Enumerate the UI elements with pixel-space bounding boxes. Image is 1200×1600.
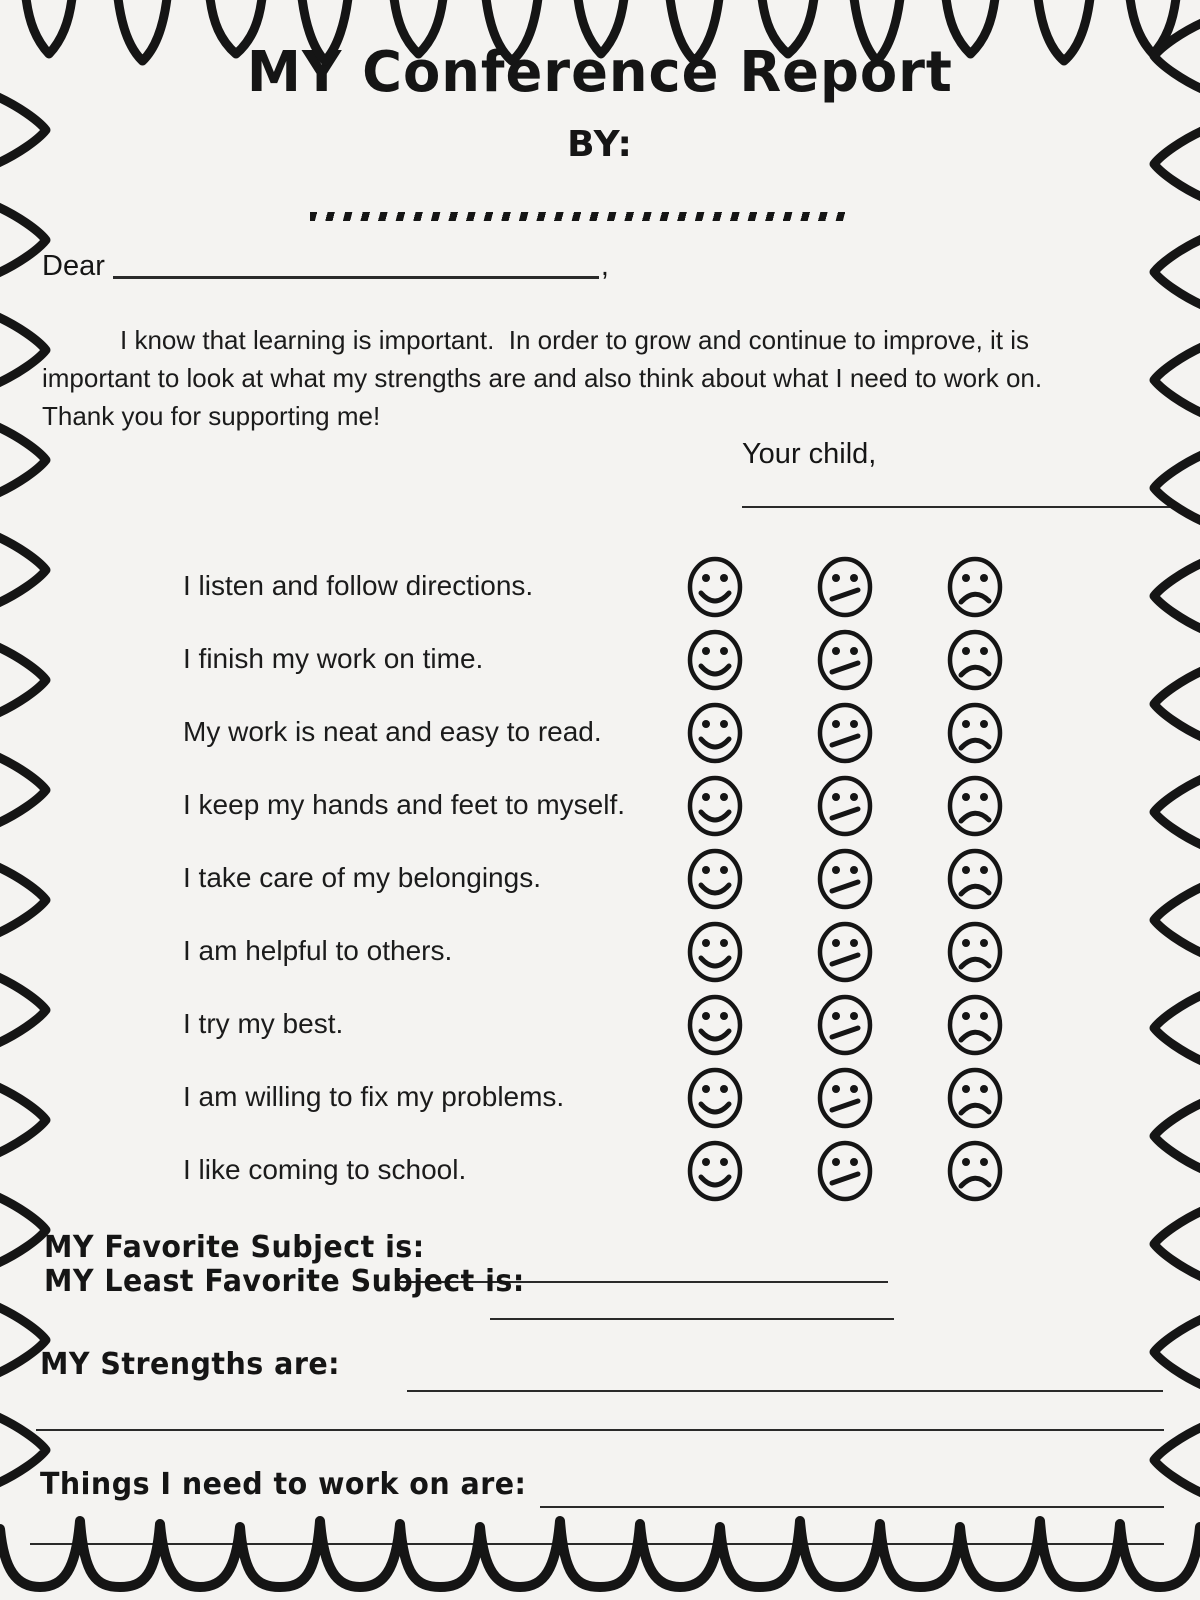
dear-comma: ,	[600, 250, 609, 282]
sad-face-icon[interactable]	[910, 1065, 1040, 1129]
rating-statement: My work is neat and easy to read.	[183, 715, 602, 747]
intro-paragraph	[42, 321, 1162, 435]
least-favorite-subject-label: MY Least Favorite Subject is:	[44, 1264, 525, 1299]
rating-row	[0, 622, 1200, 695]
sad-face-icon[interactable]	[910, 1138, 1040, 1202]
sad-face-icon[interactable]	[910, 700, 1040, 764]
strengths-label: MY Strengths are:	[40, 1347, 341, 1382]
happy-face-icon[interactable]	[650, 1138, 780, 1202]
neutral-face-icon[interactable]	[780, 554, 910, 618]
sad-face-icon[interactable]	[910, 627, 1040, 691]
strengths-field[interactable]	[407, 1390, 1163, 1392]
by-label: BY:	[567, 124, 633, 165]
neutral-face-icon[interactable]	[780, 992, 910, 1056]
sad-face-icon[interactable]	[910, 554, 1040, 618]
happy-face-icon[interactable]	[650, 1065, 780, 1129]
rating-statement: I take care of my belongings.	[183, 861, 541, 893]
rating-row	[0, 549, 1200, 622]
happy-face-icon[interactable]	[650, 919, 780, 983]
happy-face-icon[interactable]	[650, 700, 780, 764]
intro-line: I know that learning is important. In order to grow and continue to improve, it is	[120, 325, 1030, 355]
rating-row	[0, 695, 1200, 768]
rating-statement: I am helpful to others.	[183, 934, 453, 966]
neutral-face-icon[interactable]	[780, 919, 910, 983]
dear-label: Dear	[42, 250, 105, 282]
happy-face-icon[interactable]	[650, 992, 780, 1056]
happy-face-icon[interactable]	[650, 846, 780, 910]
work-on-field-line2[interactable]	[30, 1543, 1164, 1545]
neutral-face-icon[interactable]	[780, 846, 910, 910]
rating-row	[0, 768, 1200, 841]
happy-face-icon[interactable]	[650, 554, 780, 618]
rating-statement: I keep my hands and feet to myself.	[183, 788, 626, 820]
work-on-label: Things I need to work on are:	[40, 1467, 527, 1502]
ratings-table	[0, 549, 1200, 1206]
neutral-face-icon[interactable]	[780, 1138, 910, 1202]
sad-face-icon[interactable]	[910, 846, 1040, 910]
least-favorite-subject-field[interactable]	[490, 1318, 894, 1320]
neutral-face-icon[interactable]	[780, 700, 910, 764]
recipient-name-field[interactable]	[113, 269, 599, 279]
signature-label: Your child,	[742, 438, 877, 470]
work-on-field[interactable]	[540, 1506, 1164, 1508]
rating-row	[0, 1133, 1200, 1206]
page-title: MY Conference Report	[247, 40, 953, 105]
sad-face-icon[interactable]	[910, 919, 1040, 983]
sad-face-icon[interactable]	[910, 773, 1040, 837]
rating-statement: I listen and follow directions.	[183, 569, 534, 601]
strengths-field-line2[interactable]	[36, 1429, 1164, 1431]
signature-field[interactable]	[742, 506, 1172, 508]
rating-row	[0, 914, 1200, 987]
rating-row	[0, 841, 1200, 914]
neutral-face-icon[interactable]	[780, 627, 910, 691]
neutral-face-icon[interactable]	[780, 773, 910, 837]
rating-statement: I finish my work on time.	[183, 642, 484, 674]
intro-line: Thank you for supporting me!	[42, 401, 381, 431]
rating-statement: I am willing to fix my problems.	[183, 1080, 565, 1112]
rating-statement: I like coming to school.	[183, 1153, 467, 1185]
rating-row	[0, 1060, 1200, 1133]
rating-row	[0, 987, 1200, 1060]
happy-face-icon[interactable]	[650, 773, 780, 837]
rating-statement: I try my best.	[183, 1007, 344, 1039]
intro-line: important to look at what my strengths are and also think about what I need to work on.	[42, 363, 1043, 393]
favorite-subject-label: MY Favorite Subject is:	[44, 1230, 425, 1265]
happy-face-icon[interactable]	[650, 627, 780, 691]
neutral-face-icon[interactable]	[780, 1065, 910, 1129]
sad-face-icon[interactable]	[910, 992, 1040, 1056]
by-name-field[interactable]	[310, 212, 845, 221]
